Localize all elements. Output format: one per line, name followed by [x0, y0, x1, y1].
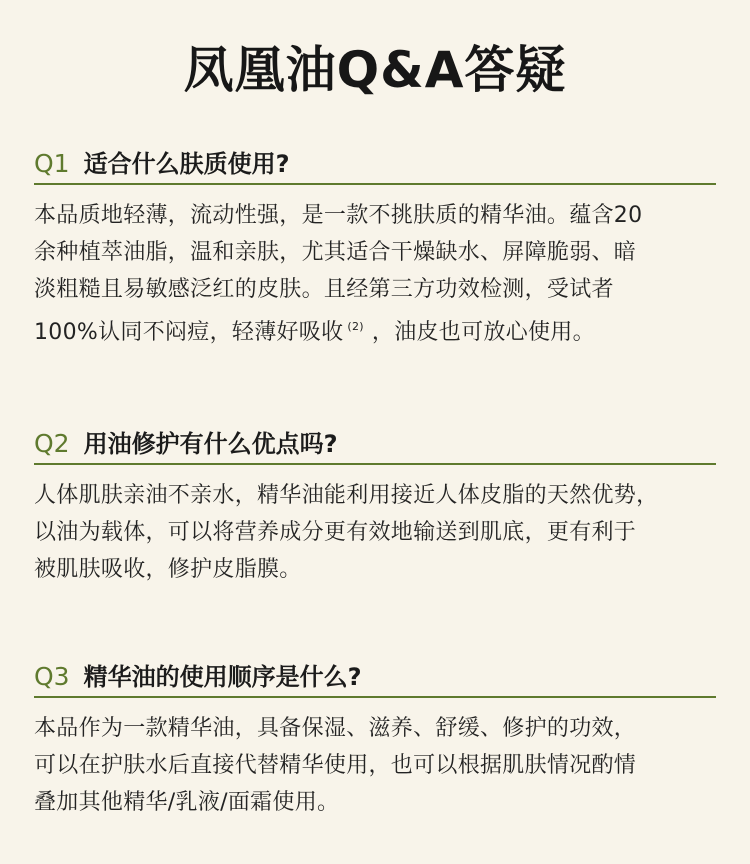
question-row-3	[34, 658, 716, 698]
question-number-2: Q2	[34, 429, 70, 458]
answer-1-line-4-text: 100%认同不闷痘，轻薄好吸收	[34, 320, 344, 345]
question-row-2	[34, 425, 716, 465]
answer-1-line-2: 余种植萃油脂，温和亲肤，尤其适合干燥缺水、屏障脆弱、暗	[34, 240, 637, 265]
answer-1-line-4-tail: ，油皮也可放心使用。	[371, 320, 595, 345]
question-text-3: 精华油的使用顺序是什么?	[83, 663, 362, 691]
question-number-1: Q1	[34, 149, 70, 178]
answer-1-line-3: 淡粗糙且易敏感泛红的皮肤。且经第三方功效检测，受试者	[34, 277, 614, 302]
question-text-2: 用油修护有什么优点吗?	[83, 430, 338, 458]
answer-2-line-2: 以油为载体，可以将营养成分更有效地输送到肌底，更有利于	[34, 520, 637, 545]
answer-1	[34, 197, 716, 351]
answer-3-line-2: 可以在护肤水后直接代替精华使用，也可以根据肌肤情况酌情	[34, 753, 637, 778]
answer-3-line-1: 本品作为一款精华油，具备保湿、滋养、舒缓、修护的功效，	[34, 716, 637, 741]
answer-2-line-1: 人体肌肤亲油不亲水，精华油能利用接近人体皮脂的天然优势，	[34, 483, 659, 508]
qa-section-1	[34, 145, 716, 351]
question-text-1: 适合什么肤质使用?	[83, 150, 290, 178]
question-row-1	[34, 145, 716, 185]
answer-2	[34, 477, 716, 588]
answer-2-line-3: 被肌肤吸收，修护皮脂膜。	[34, 557, 302, 582]
qa-section-3	[34, 658, 716, 821]
qa-section-2	[34, 425, 716, 588]
answer-1-line-1: 本品质地轻薄，流动性强，是一款不挑肤质的精华油。蕴含20	[34, 203, 643, 228]
answer-3	[34, 710, 716, 821]
page-title: 凤凰油Q&A答疑	[183, 41, 567, 99]
answer-1-line-4	[34, 308, 716, 351]
reference-note: (2)	[347, 320, 364, 333]
question-number-3: Q3	[34, 662, 70, 691]
answer-3-line-3: 叠加其他精华/乳液/面霜使用。	[34, 790, 340, 815]
